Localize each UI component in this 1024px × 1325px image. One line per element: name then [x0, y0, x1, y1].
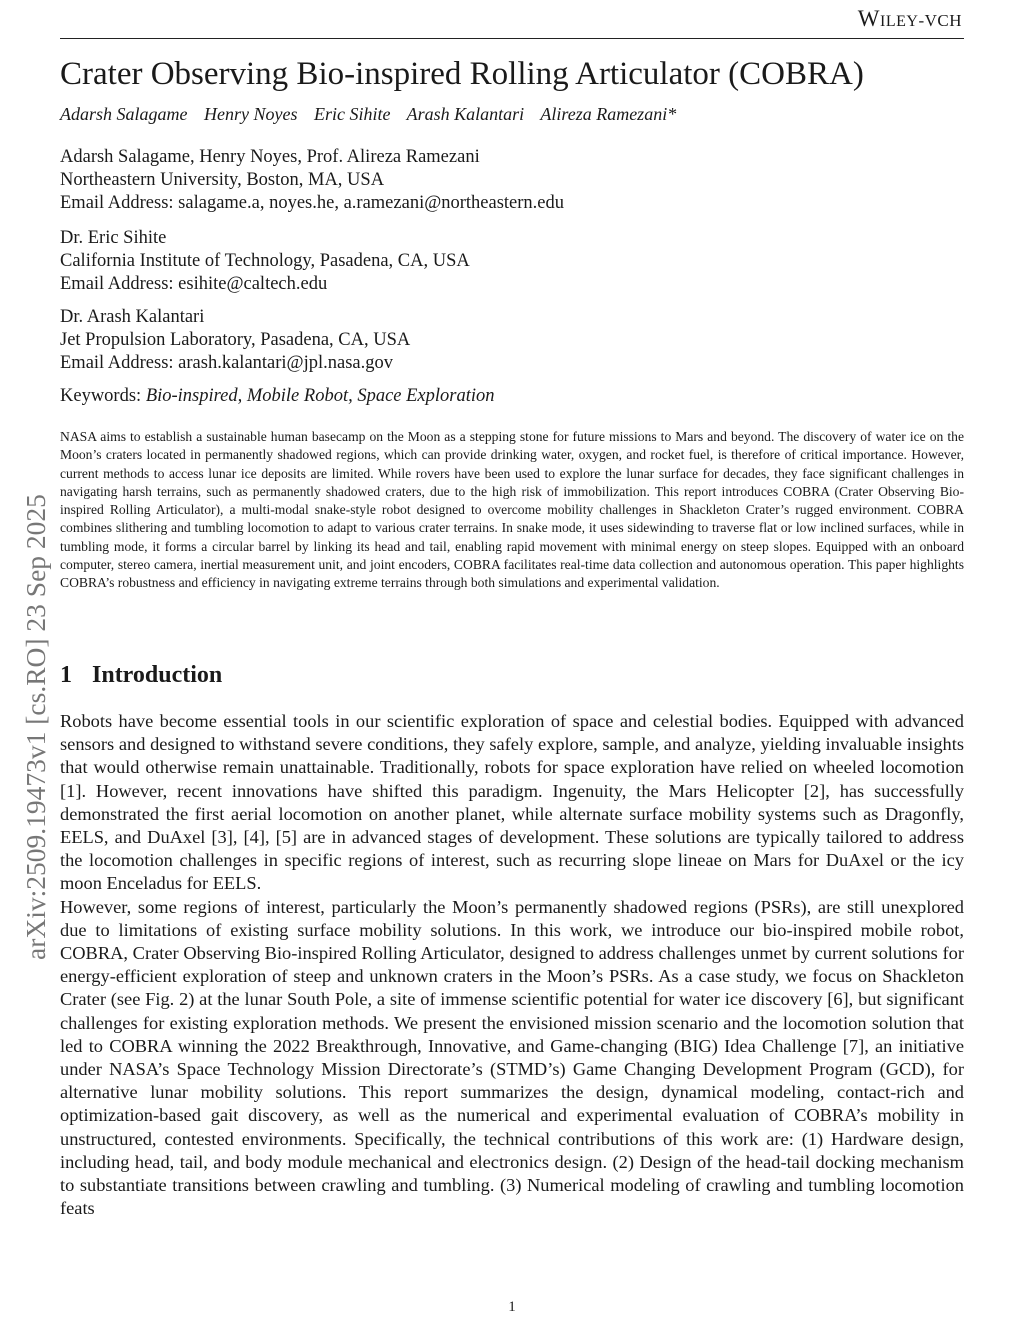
- publisher-suffix: -VCH: [918, 11, 962, 30]
- introduction-body: [60, 710, 964, 1220]
- affiliation-block: [60, 146, 564, 215]
- affiliation-institution: California Institute of Technology, Pasadena, CA, USA: [60, 251, 470, 271]
- author-name: Eric Sihite: [313, 104, 391, 124]
- affiliation-block: [60, 227, 470, 296]
- affiliation-names: Dr. Arash Kalantari: [60, 307, 205, 327]
- affiliation-names: Adarsh Salagame, Henry Noyes, Prof. Alireza Ramezani: [60, 147, 480, 167]
- publisher-name: Wiley: [857, 6, 919, 31]
- section-heading: [60, 662, 222, 689]
- keywords-value: Bio-inspired, Mobile Robot, Space Exploration: [145, 386, 495, 406]
- page-number: 1: [508, 1299, 516, 1315]
- paper-title: Crater Observing Bio-inspired Rolling Articulator (COBRA): [60, 56, 864, 92]
- author-list: [60, 104, 688, 125]
- publisher-logo: [858, 6, 962, 32]
- arxiv-sidebar-stamp: arXiv:2509.19473v1 [cs.RO] 23 Sep 2025: [20, 494, 51, 960]
- author-name: Arash Kalantari: [406, 104, 525, 124]
- body-paragraph: However, some regions of interest, particularly the Moon’s permanently shadowed regions (PSRs), are still unexplored due to limitations of existing surface mobility solutions. In this work, we introduce our bio-inspired mobile robot, COBRA, Crater Observing Bio-inspired Rolling Articulator, designed to address challenges unmet by current solutions for energy-efficient exploration of steep and unknown craters in the Moon’s PSRs. As a case study, we focus on Shackleton Crater (see Fig. 2) at the lunar South Pole, a site of immense scientific potential for water ice discovery [6], but significant challenges for existing exploration methods. We present the envisioned mission scenario and the locomotion solution that led to COBRA winning the 2022 Breakthrough, Innovative, and Game-changing (BIG) Idea Challenge [7], an initiative under NASA’s Space Technology Mission Directorate’s (STMD’s) Game Changing Development Program (GCD), for alternative lunar mobility solutions. This report summarizes the design, dynamical modeling, contact-rich and optimization-based gait discovery, as well as the numerical and experimental evaluation of COBRA’s mobility in unstructured, contested environments. Specifically, the technical contributions of this work are: (1) Hardware design, including head, tail, and body module mechanical and electronics design. (2) Design of the head-tail docking mechanism to substantiate transitions between crawling and tumbling. (3) Numerical modeling of crawling and tumbling locomotion feats: [60, 896, 964, 1219]
- author-name: Adarsh Salagame: [60, 104, 188, 124]
- affiliation-email: Email Address: esihite@caltech.edu: [60, 274, 328, 294]
- author-name: Alireza Ramezani*: [540, 104, 677, 124]
- section-number: 1: [60, 662, 72, 688]
- header-rule: [60, 38, 964, 39]
- keywords-line: [60, 386, 495, 407]
- affiliation-institution: Jet Propulsion Laboratory, Pasadena, CA, USA: [60, 330, 411, 350]
- author-name: Henry Noyes: [204, 104, 298, 124]
- abstract: NASA aims to establish a sustainable human basecamp on the Moon as a stepping stone for future missions to Mars and beyond. The discovery of water ice on the Moon’s craters located in permanently shadowed regions, which can provide drinking water, oxygen, and rocket fuel, is therefore of critical importance. However, current methods to access lunar ice deposits are limited. While rovers have been used to explore the lunar surface for decades, they face significant challenges in navigating harsh terrains, such as permanently shadowed craters, due to the high risk of immobilization. This report introduces COBRA (Crater Observing Bio-inspired Rolling Articulator), a multi-modal snake-style robot designed to overcome mobility challenges in Shackleton Crater’s rugged environment. COBRA combines slithering and tumbling locomotion to adapt to various crater terrains. In snake mode, it uses sidewinding to traverse flat or low inclined surfaces, while in tumbling mode, it forms a circular barrel by linking its head and tail, enabling rapid movement with minimal energy on steep slopes. Equipped with an onboard computer, stereo camera, inertial measurement unit, and joint encoders, COBRA facilitates real-time data collection and autonomous operation. This paper highlights COBRA’s robustness and efficiency in navigating extreme terrains through both simulations and experimental validation.: [60, 429, 964, 591]
- affiliation-institution: Northeastern University, Boston, MA, USA: [60, 170, 385, 190]
- body-paragraph: Robots have become essential tools in our scientific exploration of space and celestial bodies. Equipped with advanced sensors and designed to withstand severe conditions, they safely explore, sample, and analyze, yielding invaluable insights that would otherwise remain unattainable. Traditionally, robots for space exploration have relied on wheeled locomotion [1]. However, recent innovations have shifted this paradigm. Ingenuity, the Mars Helicopter [2], has successfully demonstrated the first aerial locomotion on another planet, while alternate surface mobility systems such as Dragonfly, EELS, and DuAxel [3], [4], [5] are in advanced stages of development. These solutions are typically tailored to address the locomotion challenges in specific regions of interest, such as recurring slope lineae on Mars for DuAxel or the icy moon Enceladus for EELS.: [60, 711, 964, 894]
- affiliation-names: Dr. Eric Sihite: [60, 228, 167, 248]
- section-title: Introduction: [92, 662, 223, 688]
- affiliation-email: Email Address: arash.kalantari@jpl.nasa.gov: [60, 353, 393, 373]
- keywords-label: Keywords:: [60, 386, 142, 406]
- affiliation-block: [60, 306, 410, 375]
- affiliation-email: Email Address: salagame.a, noyes.he, a.ramezani@northeastern.edu: [60, 193, 565, 213]
